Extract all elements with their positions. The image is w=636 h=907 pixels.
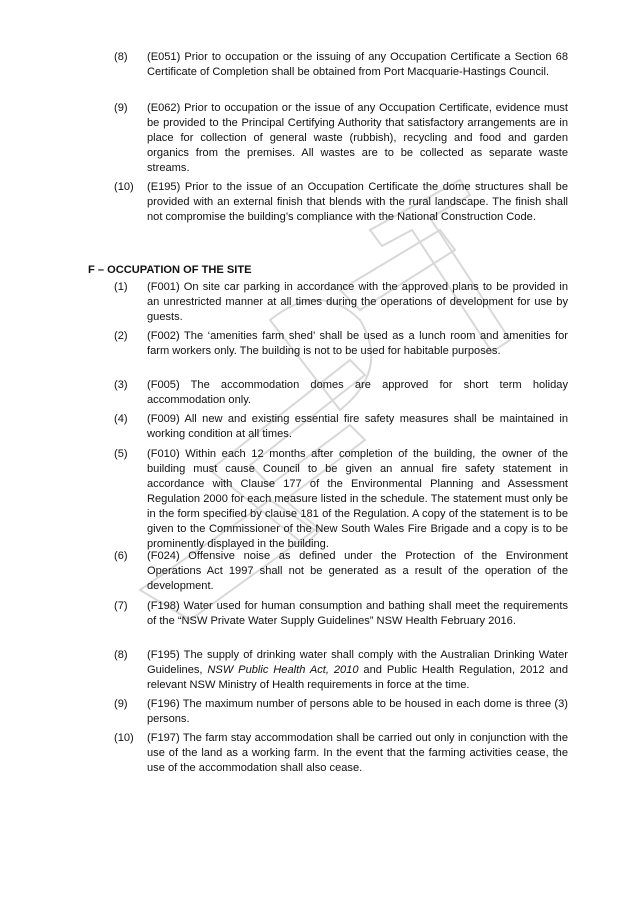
condition-number: (3) [114,379,128,391]
condition-f196 [114,697,568,727]
condition-text: (F198) Water used for human consumption and bathing shall meet the requirements of the “NSW Private Water Supply Guidelines” NSW Health February 2016. [147,600,568,627]
condition-number: (2) [114,330,128,342]
condition-number: (9) [114,698,128,710]
condition-number: (1) [114,281,128,293]
condition-number: (8) [114,51,128,63]
condition-text: (F002) The ‘amenities farm shed’ shall be used as a lunch room and amenities for farm workers only. The building is not to be used for habitable purposes. [147,330,568,357]
condition-text-part: (F195) The supply of drinking water shall comply with the Australian Drinking Water Guidelines, [147,649,568,676]
condition-number: (10) [114,181,134,193]
condition-text: (E195) Prior to the issue of an Occupation Certificate the dome structures shall be provided with an external finish that blends with the rural landscape. The finish shall not compromise the building’s compliance with the National Construction Code. [147,181,568,223]
condition-text: (F001) On site car parking in accordance with the approved plans to be provided in an unrestricted manner at all times during the operations of development for use by guests. [147,281,568,323]
condition-f002 [114,329,568,359]
condition-f010 [114,447,568,552]
condition-text: (E062) Prior to occupation or the issue of any Occupation Certificate, evidence must be provided to the Principal Certifying Authority that satisfactory arrangements are in place for collection of general waste (rubbish), recycling and food and garden organics from the premises. All wastes are to be collected as separate waste streams. [147,102,568,174]
condition-f009 [114,412,568,442]
condition-f024 [114,549,568,594]
section-heading: F – OCCUPATION OF THE SITE [88,264,252,276]
condition-text: (E051) Prior to occupation or the issuing of any Occupation Certificate a Section 68 Certificate of Completion shall be obtained from Port Macquarie-Hastings Council. [147,51,568,78]
condition-number: (5) [114,448,128,460]
condition-f198 [114,599,568,629]
condition-number: (10) [114,732,134,744]
condition-number: (6) [114,550,128,562]
condition-text: (F005) The accommodation domes are approved for short term holiday accommodation only. [147,379,568,406]
condition-text [147,648,568,693]
condition-f001 [114,280,568,325]
condition-f197 [114,731,568,776]
condition-e051 [114,50,568,80]
condition-number: (9) [114,102,128,114]
condition-e195 [114,180,568,225]
condition-number: (8) [114,649,128,661]
condition-e062 [114,101,568,176]
condition-text: (F197) The farm stay accommodation shall be carried out only in conjunction with the use of the land as a working farm. In the event that the farming activities cease, the use of the accommodation shall also cease. [147,732,568,774]
condition-text: (F024) Offensive noise as defined under the Protection of the Environment Operations Act 1997 shall not be generated as a result of the operation of the development. [147,550,568,592]
condition-text-part: and Public Health Regulation, 2012 and relevant NSW Ministry of Health requirements in force at the time. [147,664,568,691]
condition-text: (F196) The maximum number of persons able to be housed in each dome is three (3) persons. [147,698,568,725]
condition-number: (4) [114,413,128,425]
condition-f005 [114,378,568,408]
condition-text: (F009) All new and existing essential fire safety measures shall be maintained in working condition at all times. [147,413,568,440]
condition-text: (F010) Within each 12 months after completion of the building, the owner of the building must cause Council to be given an annual fire safety statement in accordance with Clause 177 of the Environmental Planning and Assessment Regulation 2000 for each measure listed in the schedule. The statement must only be in the form specified by clause 181 of the Regulation. A copy of the statement is to be given to the Commissioner of the New South Wales Fire Brigade and a copy is to be prominently displayed in the building. [147,448,568,550]
act-title: NSW Public Health Act, 2010 [207,664,359,676]
condition-f195 [114,648,568,693]
condition-number: (7) [114,600,128,612]
